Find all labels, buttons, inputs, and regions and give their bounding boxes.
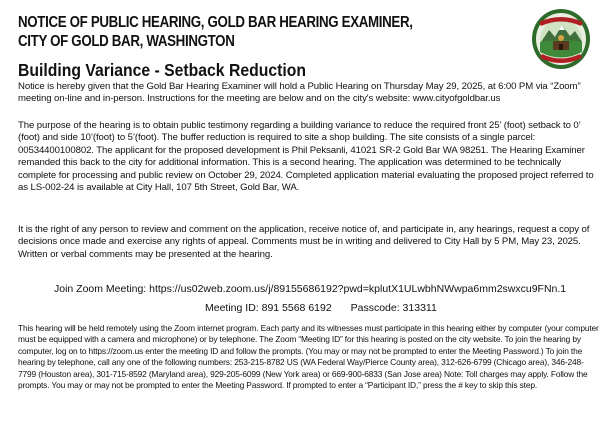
zoom-passcode: Passcode: 313311 — [350, 302, 437, 314]
footer-paragraph: This hearing will be held remotely using the Zoom internet program. Each party and its witnesses must participate in this hearing either by computer (your computer must be equipped with a camera and microphone) or by telephone. The Zoom “Meeting ID” for this hearing is posted on the city website. To join the hearing by computer, log on to https://zoom.us enter the meeting ID and follow the prompts. (You may or may not be prompted to enter the Meeting Password.) To join the hearing by telephone, call any one of the following numbers: 253-215-8782 US (WA Federal Way/Pierce County area), 312-626-6799 (Chicago area), 346-248-7799 (Houston area), 301-715-8592 (Maryland area), 929-205-6099 (New York area) or 669-900-6833 (San Jose area) Note: Toll charges may apply. Follow the prompts. You may or may not be prompted to enter the Meeting Password. If prompted to enter a “Participant ID,” press the # key to skip this step. — [18, 323, 599, 391]
notice-title-line-2: CITY OF GOLD BAR, WASHINGTON — [18, 33, 235, 50]
zoom-meeting-id: Meeting ID: 891 5568 6192 — [205, 302, 332, 314]
notice-rights — [18, 224, 598, 261]
remote-participation-instructions — [18, 323, 600, 391]
intro-paragraph: Notice is hereby given that the Gold Bar Hearing Examiner will hold a Public Hearing on Thursday May 29, 2025, at 6:00 PM via “Zoom” meeting on-line and in-person. Instructions for the meeting are below and on the city's website: www.cityofgoldbar.us — [18, 81, 581, 105]
city-seal-icon — [531, 8, 591, 70]
purpose-paragraph: The purpose of the hearing is to obtain public testimony regarding a building variance to reduce the required front 25’ (foot) setback to 0’ (foot) and side 10’(foot) to 5’(foot). The buffer reduction is required to site a shop building. The site consists of a single parcel: 00534400100802. The applicant for the proposed development is Phil Peksanli, 41021 SR-2 Gold Bar WA 98251. The Hearing Examiner remanded this back to the city for additional information. This is a second hearing. The application was determined to be technically complete for processing and public review on October 29, 2024. Completed application material evaluating the proposed project referred to as LS-002-24 is available at City Hall, 107 5th Street, Gold Bar, WA. — [18, 120, 594, 194]
rights-paragraph: It is the right of any person to review and comment on the application, receive notice of, and participate in, any hearings, request a copy of decisions once made and exercise any rights of appeal. Comments must be in writing and delivered to City Hall by 5 PM, May 23, 2025. Written or verbal comments may be presented at the hearing. — [18, 224, 590, 260]
zoom-meeting-link[interactable]: Join Zoom Meeting: https://us02web.zoom.us/j/89155686192?pwd=kplutX1ULwbhNWwpa6mm2swxcu9FNn.1 — [54, 283, 567, 295]
notice-purpose — [18, 120, 598, 194]
city-seal-graphic — [531, 8, 591, 70]
zoom-credentials — [205, 301, 505, 315]
notice-subtitle: Building Variance - Setback Reduction — [18, 60, 306, 80]
notice-intro — [18, 81, 598, 106]
notice-title — [18, 13, 452, 51]
notice-title-line-1: NOTICE OF PUBLIC HEARING, GOLD BAR HEARING EXAMINER, — [18, 14, 413, 31]
